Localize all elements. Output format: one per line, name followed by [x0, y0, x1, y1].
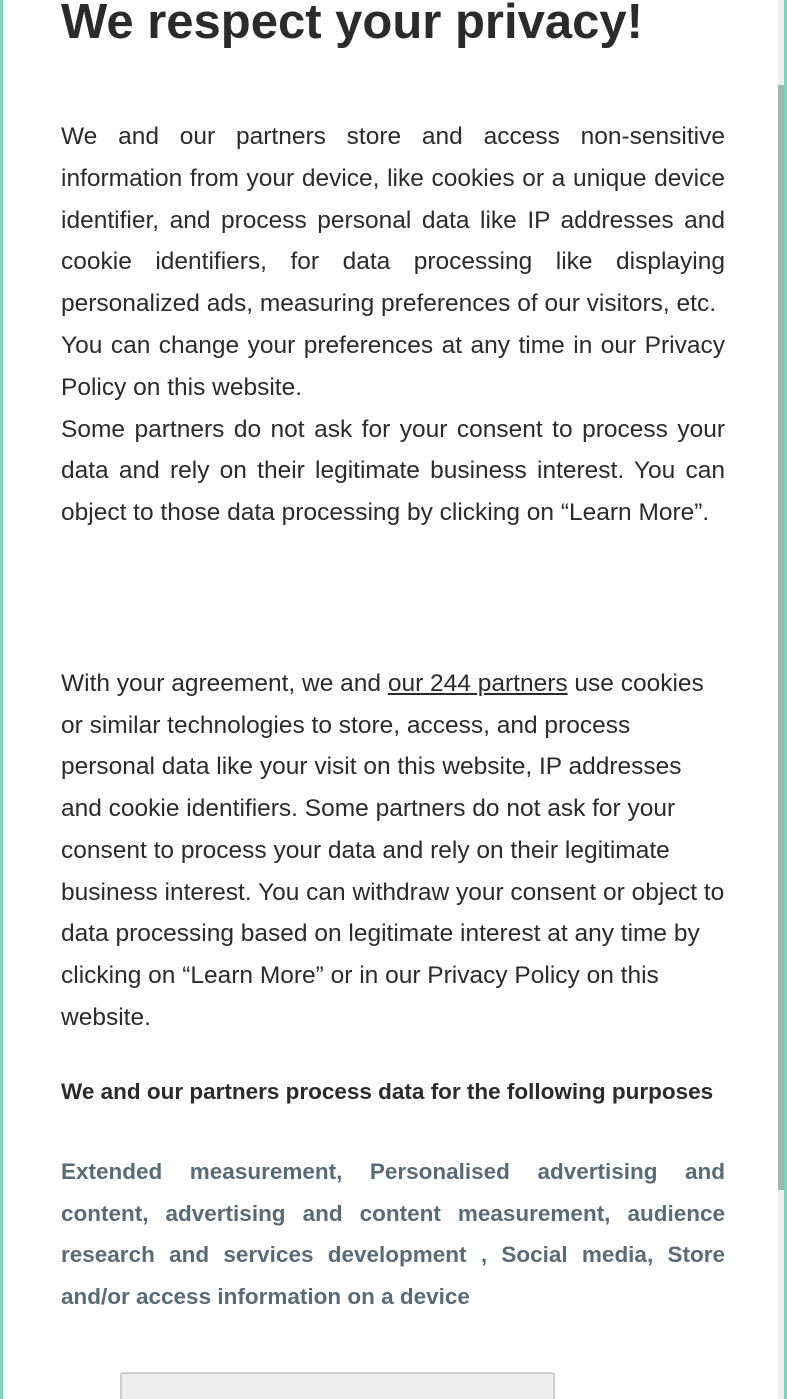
- intro-text: [61, 116, 725, 534]
- purposes-heading: We and our partners process data for the following purposes: [61, 1079, 714, 1104]
- intro-paragraph: We and our partners store and access non-sensitive information from your device, like cookies or a unique device identifier, and process personal data like IP addresses and cookie identifiers, for data processing like displaying personalized ads, measuring preferences of our visitors, etc.: [61, 123, 725, 318]
- purposes-list: Extended measurement, Personalised advertising and content, advertising and content measurement, audience research and services development , Social media, Store and/or access information on a device: [61, 1159, 725, 1310]
- agreement-text-start: With your agreement, we and: [61, 670, 388, 697]
- consent-action-button[interactable]: [120, 1372, 555, 1399]
- agreement-text-end: use cookies or similar technologies to store, access, and process personal data like your visit on this website, IP addresses and cookie identifiers. Some partners do not ask for your consent to process your data and rely on their legitimate business interest. You can withdraw your consent or object to data processing based on legitimate interest at any time by clicking on “Learn More” or in our Privacy Policy on this website.: [61, 670, 725, 1031]
- scrollbar-thumb[interactable]: [778, 85, 784, 1190]
- agreement-paragraph: [61, 663, 725, 1038]
- intro-paragraph: You can change your preferences at any time in our Privacy Policy on this website.: [61, 331, 725, 401]
- partners-link[interactable]: our 244 partners: [387, 670, 568, 697]
- dialog-title: We respect your privacy!: [61, 0, 643, 49]
- intro-paragraph: Some partners do not ask for your consent to process your data and rely on their legitimate business interest. You can object to those data processing by clicking on “Learn More”.: [61, 415, 725, 527]
- scrollbar-track[interactable]: [778, 0, 784, 1399]
